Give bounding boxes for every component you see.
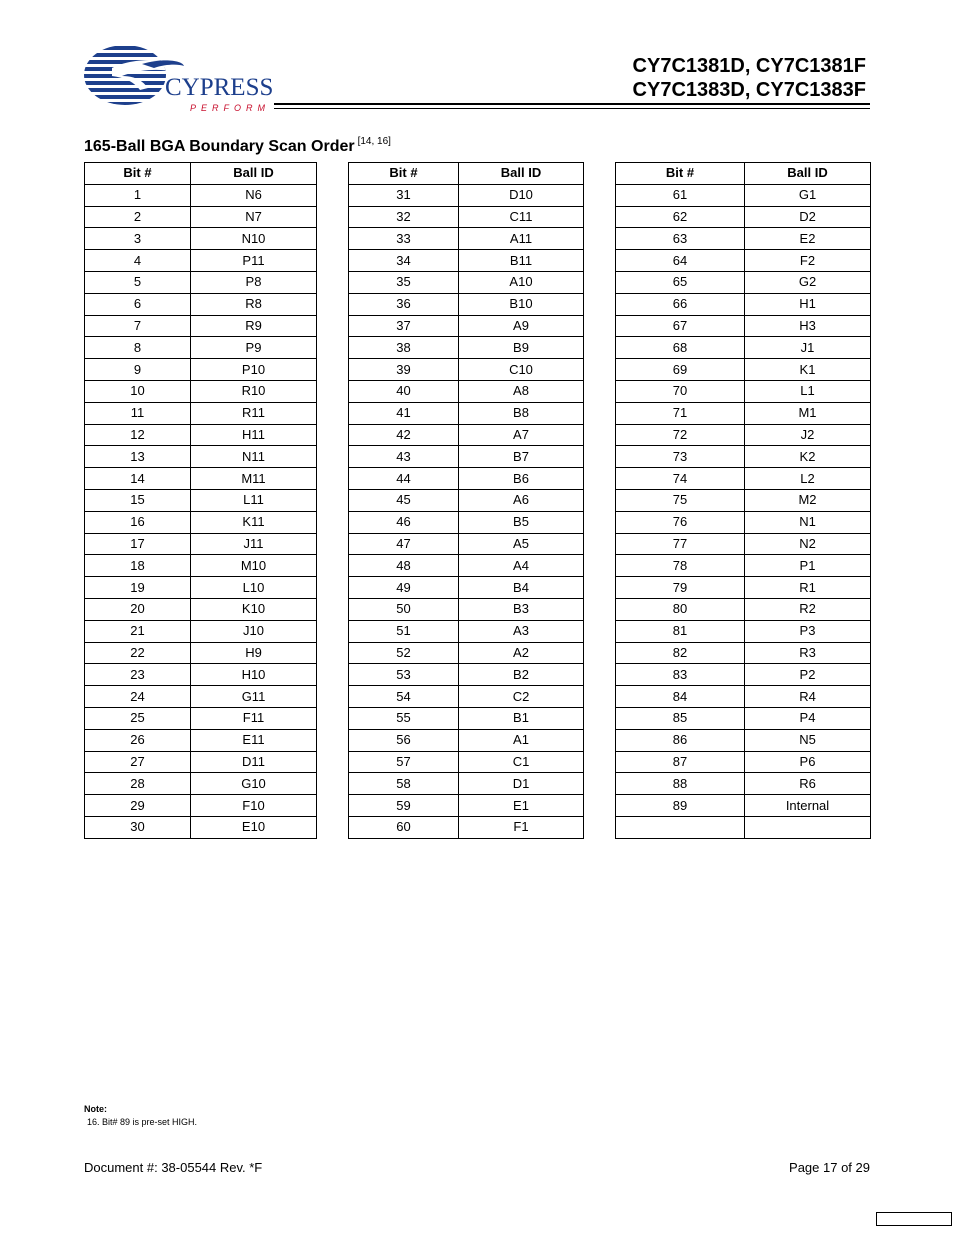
ball-id-cell: A10 — [459, 271, 584, 293]
ball-id-cell: A6 — [459, 489, 584, 511]
table-row — [85, 795, 317, 817]
table-row — [85, 773, 317, 795]
table-row — [616, 773, 871, 795]
ball-id-cell: D10 — [459, 184, 584, 206]
table-row — [85, 250, 317, 272]
ball-id-cell: B11 — [459, 250, 584, 272]
table-row — [349, 795, 584, 817]
ball-id-cell: A1 — [459, 729, 584, 751]
bit-number-cell: 53 — [349, 664, 459, 686]
part-title-line-2: CY7C1383D, CY7C1383F — [632, 79, 866, 101]
bit-number-cell: 8 — [85, 337, 191, 359]
column-header-bit: Bit # — [85, 163, 191, 185]
table-row — [616, 359, 871, 381]
table-row — [616, 642, 871, 664]
column-header-bit: Bit # — [349, 163, 459, 185]
table-row — [616, 380, 871, 402]
bit-number-cell: 12 — [85, 424, 191, 446]
table-row — [349, 402, 584, 424]
table-row — [616, 315, 871, 337]
ball-id-cell: C11 — [459, 206, 584, 228]
bit-number-cell: 88 — [616, 773, 745, 795]
table-row — [616, 250, 871, 272]
bit-number-cell: 67 — [616, 315, 745, 337]
table-row — [349, 250, 584, 272]
bit-number-cell: 71 — [616, 402, 745, 424]
table-row — [349, 751, 584, 773]
table-row — [85, 424, 317, 446]
bit-number-cell: 15 — [85, 489, 191, 511]
boundary-scan-table-2 — [348, 162, 584, 839]
table-row — [85, 577, 317, 599]
table-row — [85, 642, 317, 664]
ball-id-cell: P11 — [191, 250, 317, 272]
bit-number-cell: 30 — [85, 816, 191, 838]
ball-id-cell: P1 — [745, 555, 871, 577]
bit-number-cell: 23 — [85, 664, 191, 686]
ball-id-cell: M10 — [191, 555, 317, 577]
table-row — [349, 468, 584, 490]
bit-number-cell: 79 — [616, 577, 745, 599]
table-row — [85, 271, 317, 293]
table-row — [85, 555, 317, 577]
bit-number-cell: 33 — [349, 228, 459, 250]
ball-id-cell: P2 — [745, 664, 871, 686]
ball-id-cell: R2 — [745, 598, 871, 620]
bit-number-cell: 18 — [85, 555, 191, 577]
part-title-line-1: CY7C1381D, CY7C1381F — [632, 55, 866, 77]
ball-id-cell: R4 — [745, 686, 871, 708]
section-title-refs: [14, 16] — [357, 136, 391, 147]
bit-number-cell: 17 — [85, 533, 191, 555]
bit-number-cell: 1 — [85, 184, 191, 206]
column-header-ball-id: Ball ID — [191, 163, 317, 185]
bit-number-cell: 5 — [85, 271, 191, 293]
part-number-title — [633, 54, 866, 102]
ball-id-cell: A5 — [459, 533, 584, 555]
bit-number-cell: 63 — [616, 228, 745, 250]
table-row — [85, 184, 317, 206]
table-row — [349, 206, 584, 228]
bit-number-cell: 85 — [616, 707, 745, 729]
ball-id-cell: H10 — [191, 664, 317, 686]
bit-number-cell: 47 — [349, 533, 459, 555]
table-row — [349, 511, 584, 533]
table-row — [616, 816, 871, 838]
table-row — [616, 489, 871, 511]
ball-id-cell: P8 — [191, 271, 317, 293]
bit-number-cell: 41 — [349, 402, 459, 424]
bit-number-cell: 27 — [85, 751, 191, 773]
header-rule-thin — [274, 108, 870, 109]
table-row — [85, 206, 317, 228]
bit-number-cell: 19 — [85, 577, 191, 599]
table-row — [85, 489, 317, 511]
bit-number-cell: 66 — [616, 293, 745, 315]
bit-number-cell: 59 — [349, 795, 459, 817]
table-row — [349, 642, 584, 664]
table-row — [616, 337, 871, 359]
bit-number-cell: 39 — [349, 359, 459, 381]
section-title — [84, 136, 391, 156]
table-row — [616, 228, 871, 250]
table-row — [85, 380, 317, 402]
ball-id-cell: D1 — [459, 773, 584, 795]
ball-id-cell: R1 — [745, 577, 871, 599]
column-header-ball-id: Ball ID — [745, 163, 871, 185]
ball-id-cell: R9 — [191, 315, 317, 337]
ball-id-cell: E2 — [745, 228, 871, 250]
bit-number-cell: 26 — [85, 729, 191, 751]
ball-id-cell: C2 — [459, 686, 584, 708]
bit-number-cell: 55 — [349, 707, 459, 729]
ball-id-cell: B6 — [459, 468, 584, 490]
bit-number-cell: 81 — [616, 620, 745, 642]
ball-id-cell: E11 — [191, 729, 317, 751]
table-row — [616, 424, 871, 446]
table-row — [349, 533, 584, 555]
bit-number-cell: 43 — [349, 446, 459, 468]
bit-number-cell: 3 — [85, 228, 191, 250]
table-row — [349, 337, 584, 359]
ball-id-cell: A8 — [459, 380, 584, 402]
bit-number-cell: 86 — [616, 729, 745, 751]
ball-id-cell: M1 — [745, 402, 871, 424]
ball-id-cell: A2 — [459, 642, 584, 664]
bit-number-cell: 36 — [349, 293, 459, 315]
ball-id-cell: C10 — [459, 359, 584, 381]
boundary-scan-table-1 — [84, 162, 317, 839]
bit-number-cell: 31 — [349, 184, 459, 206]
bit-number-cell: 6 — [85, 293, 191, 315]
table-row — [349, 816, 584, 838]
ball-id-cell: D2 — [745, 206, 871, 228]
table-row — [349, 446, 584, 468]
bit-number-cell: 37 — [349, 315, 459, 337]
bit-number-cell: 58 — [349, 773, 459, 795]
ball-id-cell: G11 — [191, 686, 317, 708]
table-row — [85, 598, 317, 620]
bit-number-cell: 32 — [349, 206, 459, 228]
ball-id-cell: B9 — [459, 337, 584, 359]
ball-id-cell: H9 — [191, 642, 317, 664]
table-row — [349, 293, 584, 315]
ball-id-cell: J11 — [191, 533, 317, 555]
ball-id-cell: R3 — [745, 642, 871, 664]
table-row — [85, 707, 317, 729]
logo-wordmark: CYPRESS — [165, 74, 274, 101]
ball-id-cell: R8 — [191, 293, 317, 315]
bit-number-cell: 13 — [85, 446, 191, 468]
table-row — [349, 315, 584, 337]
table-row — [349, 620, 584, 642]
ball-id-cell: N5 — [745, 729, 871, 751]
bit-number-cell: 16 — [85, 511, 191, 533]
bit-number-cell: 80 — [616, 598, 745, 620]
ball-id-cell: G1 — [745, 184, 871, 206]
ball-id-cell: N2 — [745, 533, 871, 555]
table-row — [349, 577, 584, 599]
document-number: Document #: 38-05544 Rev. *F — [84, 1160, 263, 1175]
ball-id-cell: B10 — [459, 293, 584, 315]
ball-id-cell: B7 — [459, 446, 584, 468]
table-row — [85, 729, 317, 751]
table-row — [616, 184, 871, 206]
bit-number-cell: 20 — [85, 598, 191, 620]
ball-id-cell: B4 — [459, 577, 584, 599]
ball-id-cell — [745, 816, 871, 838]
table-row — [85, 315, 317, 337]
ball-id-cell: B1 — [459, 707, 584, 729]
bit-number-cell: 51 — [349, 620, 459, 642]
ball-id-cell: F1 — [459, 816, 584, 838]
bit-number-cell: 70 — [616, 380, 745, 402]
bit-number-cell: 61 — [616, 184, 745, 206]
ball-id-cell: H3 — [745, 315, 871, 337]
bit-number-cell: 2 — [85, 206, 191, 228]
table-row — [616, 707, 871, 729]
ball-id-cell: R11 — [191, 402, 317, 424]
page-number: Page 17 of 29 — [789, 1160, 870, 1175]
table-row — [85, 511, 317, 533]
ball-id-cell: A4 — [459, 555, 584, 577]
bit-number-cell: 54 — [349, 686, 459, 708]
logo-tagline: PERFORM — [190, 103, 270, 113]
bit-number-cell: 34 — [349, 250, 459, 272]
ball-id-cell: P10 — [191, 359, 317, 381]
bit-number-cell: 62 — [616, 206, 745, 228]
ball-id-cell: H1 — [745, 293, 871, 315]
table-row — [616, 729, 871, 751]
table-row — [85, 664, 317, 686]
ball-id-cell: L1 — [745, 380, 871, 402]
bit-number-cell: 22 — [85, 642, 191, 664]
table-row — [85, 293, 317, 315]
bit-number-cell: 4 — [85, 250, 191, 272]
bit-number-cell: 57 — [349, 751, 459, 773]
bit-number-cell: 75 — [616, 489, 745, 511]
ball-id-cell: B8 — [459, 402, 584, 424]
bit-number-cell: 35 — [349, 271, 459, 293]
bit-number-cell: 44 — [349, 468, 459, 490]
ball-id-cell: B2 — [459, 664, 584, 686]
ball-id-cell: N6 — [191, 184, 317, 206]
bit-number-cell: 68 — [616, 337, 745, 359]
bit-number-cell: 89 — [616, 795, 745, 817]
bit-number-cell: 73 — [616, 446, 745, 468]
bit-number-cell — [616, 816, 745, 838]
ball-id-cell: G2 — [745, 271, 871, 293]
table-row — [85, 337, 317, 359]
table-row — [85, 446, 317, 468]
section-title-text: 165-Ball BGA Boundary Scan Order — [84, 138, 355, 155]
bit-number-cell: 10 — [85, 380, 191, 402]
table-row — [349, 489, 584, 511]
ball-id-cell: J10 — [191, 620, 317, 642]
table-row — [616, 577, 871, 599]
table-row — [85, 402, 317, 424]
corner-box — [876, 1212, 952, 1226]
table-row — [349, 228, 584, 250]
bit-number-cell: 49 — [349, 577, 459, 599]
ball-id-cell: M11 — [191, 468, 317, 490]
table-row — [616, 446, 871, 468]
ball-id-cell: A9 — [459, 315, 584, 337]
table-row — [616, 795, 871, 817]
ball-id-cell: J1 — [745, 337, 871, 359]
table-row — [616, 598, 871, 620]
bit-number-cell: 83 — [616, 664, 745, 686]
ball-id-cell: J2 — [745, 424, 871, 446]
bit-number-cell: 77 — [616, 533, 745, 555]
table-row — [349, 707, 584, 729]
table-row — [85, 468, 317, 490]
table-row — [349, 555, 584, 577]
ball-id-cell: K2 — [745, 446, 871, 468]
table-row — [85, 533, 317, 555]
bit-number-cell: 78 — [616, 555, 745, 577]
table-row — [349, 184, 584, 206]
ball-id-cell: A7 — [459, 424, 584, 446]
bit-number-cell: 60 — [349, 816, 459, 838]
note-heading: Note: — [84, 1104, 107, 1114]
table-row — [349, 424, 584, 446]
table-row — [85, 751, 317, 773]
bit-number-cell: 42 — [349, 424, 459, 446]
table-row — [349, 729, 584, 751]
ball-id-cell: E1 — [459, 795, 584, 817]
ball-id-cell: K10 — [191, 598, 317, 620]
ball-id-cell: B5 — [459, 511, 584, 533]
bit-number-cell: 7 — [85, 315, 191, 337]
bit-number-cell: 87 — [616, 751, 745, 773]
table-row — [616, 620, 871, 642]
table-row — [616, 751, 871, 773]
table-row — [349, 773, 584, 795]
table-row — [616, 511, 871, 533]
bit-number-cell: 28 — [85, 773, 191, 795]
table-row — [616, 555, 871, 577]
ball-id-cell: A3 — [459, 620, 584, 642]
ball-id-cell: P9 — [191, 337, 317, 359]
bit-number-cell: 48 — [349, 555, 459, 577]
ball-id-cell: A11 — [459, 228, 584, 250]
ball-id-cell: K1 — [745, 359, 871, 381]
bit-number-cell: 45 — [349, 489, 459, 511]
ball-id-cell: E10 — [191, 816, 317, 838]
bit-number-cell: 65 — [616, 271, 745, 293]
table-row — [349, 686, 584, 708]
bit-number-cell: 21 — [85, 620, 191, 642]
bit-number-cell: 76 — [616, 511, 745, 533]
table-row — [85, 686, 317, 708]
table-row — [349, 380, 584, 402]
bit-number-cell: 40 — [349, 380, 459, 402]
table-row — [616, 468, 871, 490]
ball-id-cell: B3 — [459, 598, 584, 620]
bit-number-cell: 9 — [85, 359, 191, 381]
ball-id-cell: K11 — [191, 511, 317, 533]
table-row — [616, 533, 871, 555]
ball-id-cell: N7 — [191, 206, 317, 228]
table-row — [85, 359, 317, 381]
header-rule-thick — [274, 103, 870, 105]
boundary-scan-table-3 — [615, 162, 871, 839]
ball-id-cell: D11 — [191, 751, 317, 773]
ball-id-cell: L2 — [745, 468, 871, 490]
ball-id-cell: H11 — [191, 424, 317, 446]
table-row — [616, 206, 871, 228]
bit-number-cell: 24 — [85, 686, 191, 708]
ball-id-cell: F2 — [745, 250, 871, 272]
table-row — [85, 620, 317, 642]
table-row — [349, 359, 584, 381]
table-row — [616, 271, 871, 293]
ball-id-cell: P3 — [745, 620, 871, 642]
table-row — [616, 686, 871, 708]
table-row — [616, 664, 871, 686]
bit-number-cell: 14 — [85, 468, 191, 490]
bit-number-cell: 64 — [616, 250, 745, 272]
ball-id-cell: M2 — [745, 489, 871, 511]
ball-id-cell: G10 — [191, 773, 317, 795]
table-row — [349, 598, 584, 620]
column-header-bit: Bit # — [616, 163, 745, 185]
bit-number-cell: 11 — [85, 402, 191, 424]
table-row — [616, 402, 871, 424]
ball-id-cell: L10 — [191, 577, 317, 599]
ball-id-cell: P4 — [745, 707, 871, 729]
ball-id-cell: N10 — [191, 228, 317, 250]
table-row — [616, 293, 871, 315]
ball-id-cell: R6 — [745, 773, 871, 795]
bit-number-cell: 38 — [349, 337, 459, 359]
note-text: 16. Bit# 89 is pre-set HIGH. — [87, 1117, 198, 1127]
ball-id-cell: Internal — [745, 795, 871, 817]
table-row — [85, 228, 317, 250]
table-row — [85, 816, 317, 838]
bit-number-cell: 56 — [349, 729, 459, 751]
bit-number-cell: 72 — [616, 424, 745, 446]
bit-number-cell: 84 — [616, 686, 745, 708]
ball-id-cell: L11 — [191, 489, 317, 511]
column-header-ball-id: Ball ID — [459, 163, 584, 185]
ball-id-cell: P6 — [745, 751, 871, 773]
bit-number-cell: 25 — [85, 707, 191, 729]
bit-number-cell: 69 — [616, 359, 745, 381]
ball-id-cell: C1 — [459, 751, 584, 773]
table-row — [349, 271, 584, 293]
ball-id-cell: N1 — [745, 511, 871, 533]
bit-number-cell: 50 — [349, 598, 459, 620]
ball-id-cell: N11 — [191, 446, 317, 468]
bit-number-cell: 29 — [85, 795, 191, 817]
bit-number-cell: 46 — [349, 511, 459, 533]
bit-number-cell: 52 — [349, 642, 459, 664]
bit-number-cell: 74 — [616, 468, 745, 490]
ball-id-cell: F10 — [191, 795, 317, 817]
table-row — [349, 664, 584, 686]
ball-id-cell: R10 — [191, 380, 317, 402]
bit-number-cell: 82 — [616, 642, 745, 664]
ball-id-cell: F11 — [191, 707, 317, 729]
